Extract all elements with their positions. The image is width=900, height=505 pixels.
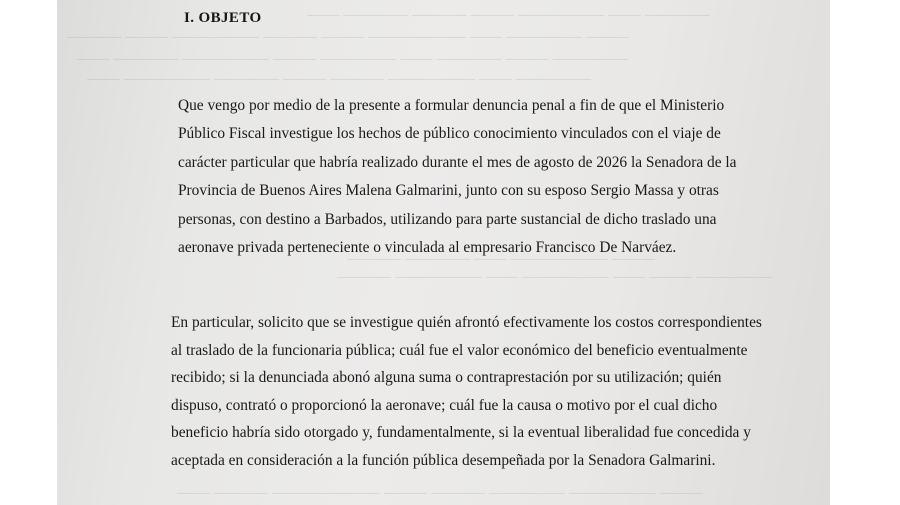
text-line: beneficio habría sido otorgado y, fundamentalmente, si la eventual liberalidad fue concedida y: [171, 424, 751, 442]
section-heading: I. OBJETO: [184, 10, 262, 26]
show-through-texture: ──── ─────── ─── ───────── ──── ───── ──────── ──── ─────: [67, 30, 630, 46]
text-line: al traslado de la funcionaria pública; cuál fue el valor económico del beneficio eventualmente: [171, 341, 748, 359]
paragraph-en-particular: [171, 309, 762, 475]
show-through-texture: ─────── ──── ────── ─── ─────── ──── ──────── ────── ───: [77, 52, 629, 68]
text-line: carácter particular que habría realizado durante el mes de agosto de 2026 la Senadora de la: [178, 153, 737, 171]
text-line: aceptada en consideración a la función pública desempeñada por la Senadora Galmarini.: [171, 451, 716, 469]
text-line: En particular, solicito que se investigue quién afrontó efectivamente los costos correspondientes: [171, 314, 762, 331]
text-line: Público Fiscal investigue los hechos de público conocimiento vinculados con el viaje de: [178, 125, 721, 143]
show-through-texture: ────── ─── ──────── ──── ───── ────── ───: [307, 8, 710, 24]
show-through-texture: ─────── ──── ─── ──────── ─── ──────── ─────: [337, 270, 773, 286]
show-through-texture: ──── ───────── ─── ────── ─────: [347, 252, 656, 268]
text-line: personas, con destino a Barbados, utilizando para parte sustancial de dicho traslado una: [178, 210, 717, 228]
show-through-texture: ─────── ─── ──────── ───── ──── ────── ──────── ───: [87, 72, 592, 88]
text-line: aeronave privada perteneciente o vinculada al empresario Francisco De Narváez.: [178, 239, 677, 257]
text-line: Provincia de Buenos Aires Malena Galmarini, junto con su esposo Sergio Massa y otras: [178, 182, 719, 200]
text-line: Que vengo por medio de la presente a formular denuncia penal a fin de que el Ministerio: [178, 97, 725, 114]
paragraph-objeto: [178, 92, 737, 262]
document-page: [57, 0, 830, 505]
text-line: dispuso, contrató o proporcionó la aeronave; cuál fue la causa o motivo por el cual dicho: [171, 396, 718, 414]
show-through-texture: ──── ──────── ─────── ───── ──── ────────── ───── ───: [177, 486, 703, 502]
text-line: recibido; si la denunciada abonó alguna suma o contraprestación por su utilización; quién: [171, 369, 722, 387]
